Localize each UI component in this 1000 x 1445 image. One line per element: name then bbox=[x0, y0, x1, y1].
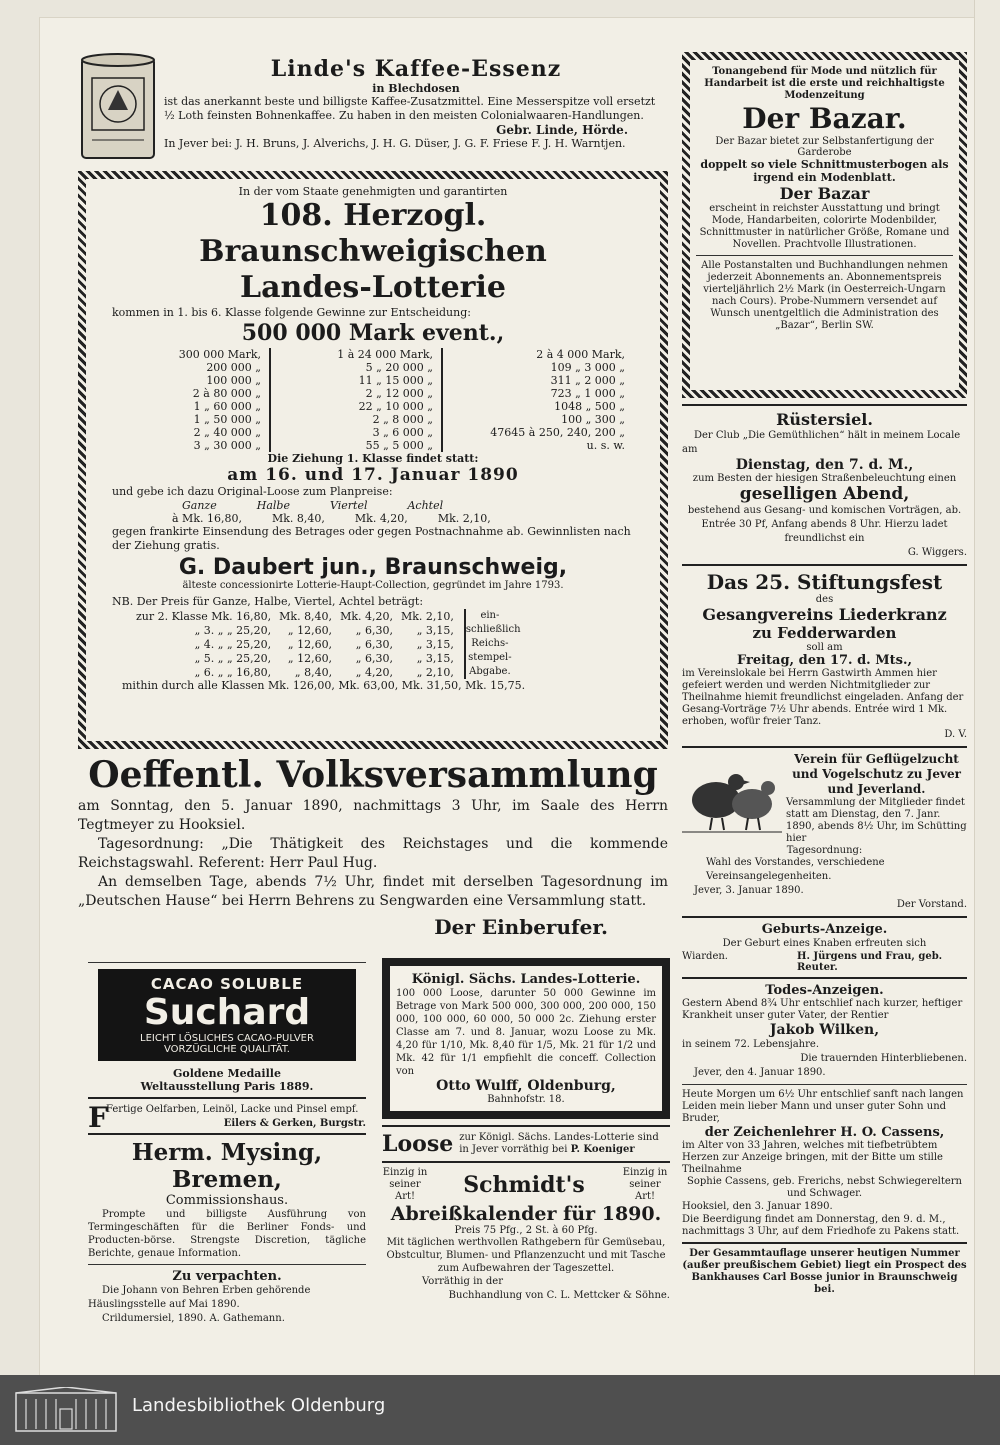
schmidt-sub: Abreißkalender für 1890. bbox=[390, 1203, 662, 1225]
schmidt-ad bbox=[382, 1167, 670, 1303]
volk-p1: am Sonntag, den 5. Januar 1890, nachmittags 3 Uhr, im Saale des Herrn Tegtmeyer zu Hooksiel. bbox=[78, 798, 668, 833]
nb-cell: „ 4,20, bbox=[355, 665, 393, 679]
stift-soll: soll am bbox=[806, 642, 843, 653]
coffee-tin-icon bbox=[78, 50, 158, 162]
prize-line: 100 000 „ bbox=[206, 374, 261, 387]
lottery-price-heads bbox=[92, 499, 654, 512]
bazar-title2: Der Bazar bbox=[779, 184, 870, 203]
gefl-tages: Tagesordnung: bbox=[786, 845, 863, 856]
loose-ad bbox=[382, 1131, 670, 1157]
lottery-firm-sub: älteste concessionirte Lotterie-Haupt-Collection, gegründet im Jahre 1793. bbox=[182, 580, 564, 591]
nb-cell: „ 12,60, bbox=[287, 623, 333, 637]
geburt-title: Geburts-Anzeige. bbox=[761, 922, 888, 937]
tod-p1: Gestern Abend 8¾ Uhr entschlief nach kurzer, heftiger Krankheit unser guter Vater, der Rentier bbox=[682, 998, 963, 1021]
saechs-lottery-ad bbox=[382, 958, 670, 1119]
nb-cell: „ 6,30, bbox=[355, 623, 393, 637]
lottery-big-prize: 500 000 Mark event., bbox=[241, 320, 505, 346]
prize-line: 109 „ 3 000 „ bbox=[550, 361, 625, 374]
eilers-text: Fertige Oelfarben, Leinöl, Lacke und Pinsel empf. bbox=[106, 1104, 359, 1115]
stift-text: im Vereinslokale bei Herrn Gastwirth Ammen hier gefeiert werden und werden Nichtmitglieder zur Theilnahme hiemit freundlichst eingeladen. Anfang der Gesang-Vorträge 7½ Uhr abends. Entrée wird 1 Mk. erhoben, wofür freier Tanz. bbox=[682, 668, 964, 727]
bazar-head: Tonangebend für Mode und nützlich für Handarbeit ist die erste und reichhaltigste Modenzeitung bbox=[704, 66, 945, 101]
nb-row bbox=[132, 609, 458, 623]
stift-sign: D. V. bbox=[944, 729, 967, 740]
schmidt-left: Einzig in seiner Art! bbox=[382, 1167, 428, 1202]
volk-p2: Tagesordnung: „Die Thätigkeit des Reichstages und die kommende Reichstagswahl. Referent: Herr Paul Hug. bbox=[78, 836, 668, 871]
nb-cell: „ 12,60, bbox=[287, 651, 333, 665]
nb-cell: „ 6. „ „ 16,80, bbox=[194, 665, 272, 679]
volk-p3: An demselben Tage, abends 7½ Uhr, findet mit derselben Tagesordnung im „Deutschen Hause“ bei Herrn Behrens zu Sengwarden eine Versammlung statt. bbox=[78, 874, 668, 909]
bazar-p2: doppelt so viele Schnittmusterbogen als irgend ein Modenblatt. bbox=[700, 158, 949, 184]
library-footer bbox=[0, 1375, 1000, 1445]
lottery-firm: G. Daubert jun., Braunschweig, bbox=[178, 555, 568, 580]
eilers-initial: F bbox=[88, 1101, 108, 1134]
pacht-title: Zu verpachten. bbox=[172, 1269, 282, 1284]
tod-p3: Die trauernden Hinterbliebenen. bbox=[800, 1053, 967, 1064]
ruester-title: Rüstersiel. bbox=[776, 410, 873, 429]
tod-p2: in seinem 72. Lebensjahre. bbox=[682, 1039, 819, 1050]
stift-des: des bbox=[815, 594, 834, 605]
prize-line: 1 à 24 000 Mark, bbox=[337, 348, 433, 361]
ruester-p3: bestehend aus Gesang- und komischen Vorträgen, ab. Entrée 30 Pf, Anfang abends 8 Uhr. Hierzu ladet freundlichst ein bbox=[687, 505, 962, 544]
schmidt-text: Mit täglichen werthvollen Rathgebern für Gemüsebau, Obstcultur, Blumen- und Pflanzenzucht und mit Tasche zum Aufbewahren der Tageszettel. bbox=[386, 1237, 666, 1274]
suchard-ad bbox=[98, 969, 356, 1061]
prize-line: 22 „ 10 000 „ bbox=[358, 400, 433, 413]
stift-verein: Gesangvereins Liederkranz bbox=[702, 605, 947, 624]
right-column bbox=[682, 52, 967, 1296]
schmidt-price: Preis 75 Pfg., 2 St. à 60 Pfg. bbox=[454, 1225, 598, 1236]
lottery-ziehung: Die Ziehung 1. Klasse findet statt: bbox=[267, 452, 479, 465]
eilers-ad bbox=[88, 1101, 366, 1134]
tod-name: Jakob Wilken, bbox=[769, 1022, 880, 1038]
tod-name2: der Zeichenlehrer H. O. Cassens, bbox=[704, 1125, 945, 1140]
nb-row bbox=[132, 623, 458, 637]
loose-text: zur Königl. Sächs. Landes-Lotterie sind in Jever vorräthig bei bbox=[459, 1132, 659, 1155]
prize-col-2 bbox=[283, 348, 443, 452]
volksversammlung-ad bbox=[78, 753, 668, 939]
tod-title: Todes-Anzeigen. bbox=[765, 983, 884, 998]
ruester-big: geselligen Abend, bbox=[739, 484, 910, 504]
prize-line: 2 à 4 000 Mark, bbox=[536, 348, 625, 361]
prize-line: 1048 „ 500 „ bbox=[554, 400, 625, 413]
bazar-p4: Alle Postanstalten und Buchhandlungen nehmen jederzeit Abonnements an. Abonnementspreis vierteljährlich 2½ Mark (in Oesterreich-Ungarn nach Cours). Probe-Nummern versendet auf Wunsch unentgeltlich die Administration des „Bazar“, Berlin SW. bbox=[701, 260, 948, 331]
lottery-title1: 108. Herzogl. Braunschweigischen bbox=[199, 198, 547, 269]
prize-line: 47645 à 250, 240, 200 „ bbox=[490, 426, 625, 439]
nb-cell: zur 2. Klasse Mk. 16,80, bbox=[136, 609, 272, 623]
prize-line: u. s. w. bbox=[586, 439, 625, 452]
linde-title: Linde's Kaffee-Essenz bbox=[270, 56, 562, 82]
prize-line: 5 „ 20 000 „ bbox=[365, 361, 433, 374]
lottery-prices bbox=[92, 512, 654, 525]
head-achtel: Achtel bbox=[407, 499, 444, 512]
prize-line: 2 „ 12 000 „ bbox=[365, 387, 433, 400]
price-ganze: à Mk. 16,80, bbox=[172, 512, 242, 525]
lottery-date: am 16. und 17. Januar 1890 bbox=[227, 465, 519, 485]
loose-big: Loose bbox=[382, 1131, 454, 1157]
tod-place2: Hooksiel, den 3. Januar 1890. bbox=[682, 1201, 833, 1212]
price-halbe: Mk. 8,40, bbox=[271, 512, 325, 525]
nb-cell: „ 2,10, bbox=[416, 665, 454, 679]
tod-place: Jever, den 4. Januar 1890. bbox=[694, 1067, 826, 1078]
prize-line: 1 „ 50 000 „ bbox=[193, 413, 261, 426]
nb-cell: „ 8,40, bbox=[294, 665, 333, 679]
library-name: Landesbibliothek Oldenburg bbox=[132, 1395, 386, 1416]
price-achtel: Mk. 2,10, bbox=[437, 512, 491, 525]
geburt-ad bbox=[682, 922, 967, 973]
head-viertel: Viertel bbox=[329, 499, 368, 512]
head-halbe: Halbe bbox=[256, 499, 290, 512]
nb-row bbox=[132, 651, 458, 665]
pacht-text: Die Johann von Behren Erben gehörende Häuslingsstelle auf Mai 1890. bbox=[88, 1285, 311, 1310]
geburt-place: Wiarden. bbox=[682, 951, 728, 962]
linde-agents: In Jever bei: J. H. Bruns, J. Alverichs, J. H. G. Düser, J. G. F. Friese F. J. H. Warntjen. bbox=[164, 137, 626, 150]
lottery-nb-total: mithin durch alle Klassen Mk. 126,00, Mk. 63,00, Mk. 31,50, Mk. 15,75. bbox=[122, 679, 526, 692]
gefluegel-ad bbox=[682, 752, 967, 912]
bazar-title: Der Bazar. bbox=[742, 102, 907, 135]
nb-row bbox=[132, 637, 458, 651]
nb-cell: „ 6,30, bbox=[355, 637, 393, 651]
mysing-sub: Commissionshaus. bbox=[165, 1193, 289, 1208]
saechs-title: Königl. Sächs. Landes-Lotterie. bbox=[411, 972, 641, 987]
tod-p5: im Alter von 33 Jahren, welches mit tiefbetrübtem Herzen zur Anzeige bringen, mit der Bitte um stille Theilnahme bbox=[682, 1140, 943, 1175]
suchard-expo: Weltausstellung Paris 1889. bbox=[140, 1080, 314, 1093]
prize-line: 300 000 Mark, bbox=[178, 348, 261, 361]
prize-line: 311 „ 2 000 „ bbox=[550, 374, 625, 387]
saechs-text: 100 000 Loose, darunter 50 000 Gewinne im Betrage von Mark 500 000, 300 000, 200 000, 150 000, 100 000, 60 000, 50 000 2c. Ziehung erster Classe am 7. und 8. Januar, wozu Loose zu Mk. 4,20 für 1/10, Mk. 8,40 für 1/5, Mk. 21 für 1/2 und Mk. 42 für 1/1 empfiehlt die conceff. Collection von bbox=[396, 988, 656, 1077]
saechs-firm: Otto Wulff, Oldenburg, bbox=[436, 1078, 616, 1094]
pacht-sign: Crildumersiel, 1890. A. Gathemann. bbox=[102, 1313, 285, 1324]
nb-cell: „ 3,15, bbox=[416, 651, 454, 665]
linde-ad bbox=[78, 50, 668, 165]
bottom-middle-column bbox=[382, 958, 670, 1303]
prize-line: 2 „ 8 000 „ bbox=[372, 413, 433, 426]
library-building-icon bbox=[14, 1387, 118, 1433]
stift-date: Freitag, den 17. d. Mts., bbox=[736, 653, 913, 668]
bottom-left-column bbox=[88, 958, 366, 1326]
nb-row bbox=[132, 665, 458, 679]
bazar-ad bbox=[682, 52, 967, 398]
prize-line: 100 „ 300 „ bbox=[561, 413, 625, 426]
prize-line: 3 „ 30 000 „ bbox=[193, 439, 261, 452]
braunschweig-lottery-ad bbox=[78, 171, 668, 749]
linde-firm: Gebr. Linde, Hörde. bbox=[496, 123, 628, 137]
nb-cell: „ 3,15, bbox=[416, 623, 454, 637]
prize-line: 1 „ 60 000 „ bbox=[193, 400, 261, 413]
nb-side: ein- schließlich Reichs- stempel- Abgabe. bbox=[465, 610, 521, 677]
tod-p4: Heute Morgen um 6½ Uhr entschlief sanft nach langen Leiden mein lieber Mann und unser guter Sohn und Bruder, bbox=[682, 1089, 964, 1124]
stift-title: Das 25. Stiftungsfest bbox=[706, 570, 943, 594]
lottery-prize-table bbox=[92, 348, 654, 452]
nb-cell: „ 3,15, bbox=[416, 637, 454, 651]
suchard-l3: LEICHT LÖSLICHES CACAO-PULVER bbox=[140, 1033, 314, 1044]
saechs-addr: Bahnhofstr. 18. bbox=[487, 1094, 565, 1105]
bazar-p3: erscheint in reichster Ausstattung und bringt Mode, Handarbeiten, colorirte Modenbilder, Schnittmuster in natürlicher Größe, Romane und Novellen. Prachtvolle Illustrationen. bbox=[699, 203, 950, 250]
prize-col-3 bbox=[455, 348, 625, 452]
suchard-l2: Suchard bbox=[143, 992, 311, 1033]
nb-cell: „ 5. „ „ 25,20, bbox=[194, 651, 272, 665]
lottery-nb-head: NB. Der Preis für Ganze, Halbe, Viertel, Achtel beträgt: bbox=[112, 595, 424, 608]
schmidt-firm: Buchhandlung von C. L. Mettcker & Söhne. bbox=[448, 1290, 670, 1301]
nb-cell: Mk. 4,20, bbox=[340, 609, 393, 623]
nb-cell: „ 3. „ „ 25,20, bbox=[194, 623, 272, 637]
ruestersiel-ad bbox=[682, 410, 967, 560]
lottery-intro: In der vom Staate genehmigten und garantirten bbox=[238, 185, 508, 198]
prize-line: 200 000 „ bbox=[206, 361, 261, 374]
poultry-icon bbox=[682, 758, 782, 836]
lottery-kommen: kommen in 1. bis 6. Klasse folgende Gewinne zur Entscheidung: bbox=[112, 306, 471, 319]
gefl-items: Wahl des Vorstandes, verschiedene Vereinsangelegenheiten. bbox=[706, 857, 885, 882]
prize-line: 55 „ 5 000 „ bbox=[365, 439, 433, 452]
schmidt-vorr: Vorräthig in der bbox=[422, 1276, 504, 1287]
bazar-p1: Der Bazar bietet zur Selbstanfertigung der Garderobe bbox=[715, 136, 934, 158]
beilage-notice: Der Gesammtauflage unserer heutigen Nummer (außer preußischem Gebiet) liegt ein Prospect des Bankhauses Carl Bosse junior in Braunschweig bei. bbox=[682, 1248, 967, 1295]
gefl-sign: Der Vorstand. bbox=[896, 899, 967, 910]
geburt-names: H. Jürgens und Frau, geb. Reuter. bbox=[797, 951, 943, 973]
suchard-medal: Goldene Medaille bbox=[173, 1067, 281, 1080]
lottery-nb-block bbox=[92, 609, 654, 679]
ruester-p1: Der Club „Die Gemüthlichen“ hält in meinem Locale am bbox=[682, 430, 961, 455]
nb-cell: „ 4. „ „ 25,20, bbox=[194, 637, 272, 651]
gefl-place: Jever, 3. Januar 1890. bbox=[694, 885, 804, 896]
schmidt-right: Einzig in seiner Art! bbox=[622, 1167, 668, 1202]
price-viertel: Mk. 4,20, bbox=[354, 512, 408, 525]
left-column bbox=[78, 50, 668, 939]
nb-cell: Mk. 2,10, bbox=[400, 609, 454, 623]
nb-cell: „ 6,30, bbox=[355, 651, 393, 665]
mysing-text: Prompte und billigste Ausführung von Termingeschäften für die Berliner Fonds- und Producten-börse. Strengste Discretion, tägliche Berichte, genaue Information. bbox=[88, 1209, 366, 1259]
nb-cell: „ 12,60, bbox=[287, 637, 333, 651]
stiftungsfest-ad bbox=[682, 570, 967, 742]
stift-ort: zu Fedderwarden bbox=[752, 624, 897, 642]
ruester-sign: G. Wiggers. bbox=[907, 547, 967, 558]
nb-cell: Mk. 8,40, bbox=[279, 609, 333, 623]
volk-title: Oeffentl. Volksversammlung bbox=[88, 754, 658, 796]
prize-line: 2 „ 40 000 „ bbox=[193, 426, 261, 439]
loose-name: P. Koeniger bbox=[570, 1144, 635, 1155]
gefl-title: Verein für Geflügelzucht und Vogelschutz zu Jever und Jeverland. bbox=[792, 752, 961, 796]
head-ganze: Ganze bbox=[182, 499, 217, 512]
geburt-text: Der Geburt eines Knaben erfreuten sich bbox=[722, 938, 927, 949]
eilers-firm: Eilers & Gerken, Burgstr. bbox=[223, 1118, 366, 1129]
prize-line: 11 „ 15 000 „ bbox=[358, 374, 433, 387]
tod-p6: Sophie Cassens, geb. Frerichs, nebst Schwiegereltern und Schwager. bbox=[687, 1176, 962, 1199]
lottery-orig: und gebe ich dazu Original-Loose zum Planpreise: bbox=[112, 485, 393, 498]
linde-text: ist das anerkannt beste und billigste Kaffee-Zusatzmittel. Eine Messerspitze voll ersetzt ½ Loth feinsten Bohnenkaffee. Zu haben in den meisten Colonialwaaren-Handlungen. bbox=[164, 95, 656, 122]
mysing-title: Herm. Mysing, Bremen, bbox=[131, 1139, 323, 1193]
suchard-l1: CACAO SOLUBLE bbox=[150, 975, 304, 993]
prize-line: 2 à 80 000 „ bbox=[192, 387, 261, 400]
lottery-franco: gegen frankirte Einsendung des Betrages oder gegen Postnachnahme ab. Gewinnlisten nach der Ziehung gratis. bbox=[112, 525, 631, 552]
nb-price-table bbox=[132, 609, 458, 679]
ruester-p2: zum Besten der hiesigen Straßenbeleuchtung einen bbox=[692, 473, 957, 484]
volk-sign: Der Einberufer. bbox=[434, 915, 608, 939]
suchard-l4: VORZÜGLICHE QUALITÄT. bbox=[164, 1044, 290, 1055]
gefl-text: Versammlung der Mitglieder findet statt am Dienstag, den 7. Janr. 1890, abends 8½ Uhr, im Schütting hier bbox=[786, 797, 967, 844]
prize-line: 723 „ 1 000 „ bbox=[550, 387, 625, 400]
linde-sub: in Blechdosen bbox=[372, 82, 460, 95]
page-edge bbox=[974, 0, 1000, 1375]
todes-ad bbox=[682, 983, 967, 1238]
prize-col-1 bbox=[121, 348, 271, 452]
prize-line: 3 „ 6 000 „ bbox=[372, 426, 433, 439]
schmidt-title: Schmidt's bbox=[463, 1172, 585, 1198]
lottery-title2: Landes-Lotterie bbox=[240, 270, 506, 305]
tod-p7: Die Beerdigung findet am Donnerstag, den 9. d. M., nachmittags 3 Uhr, auf dem Friedhofe zu Pakens statt. bbox=[682, 1214, 960, 1237]
ruester-date: Dienstag, den 7. d. M., bbox=[735, 457, 914, 473]
